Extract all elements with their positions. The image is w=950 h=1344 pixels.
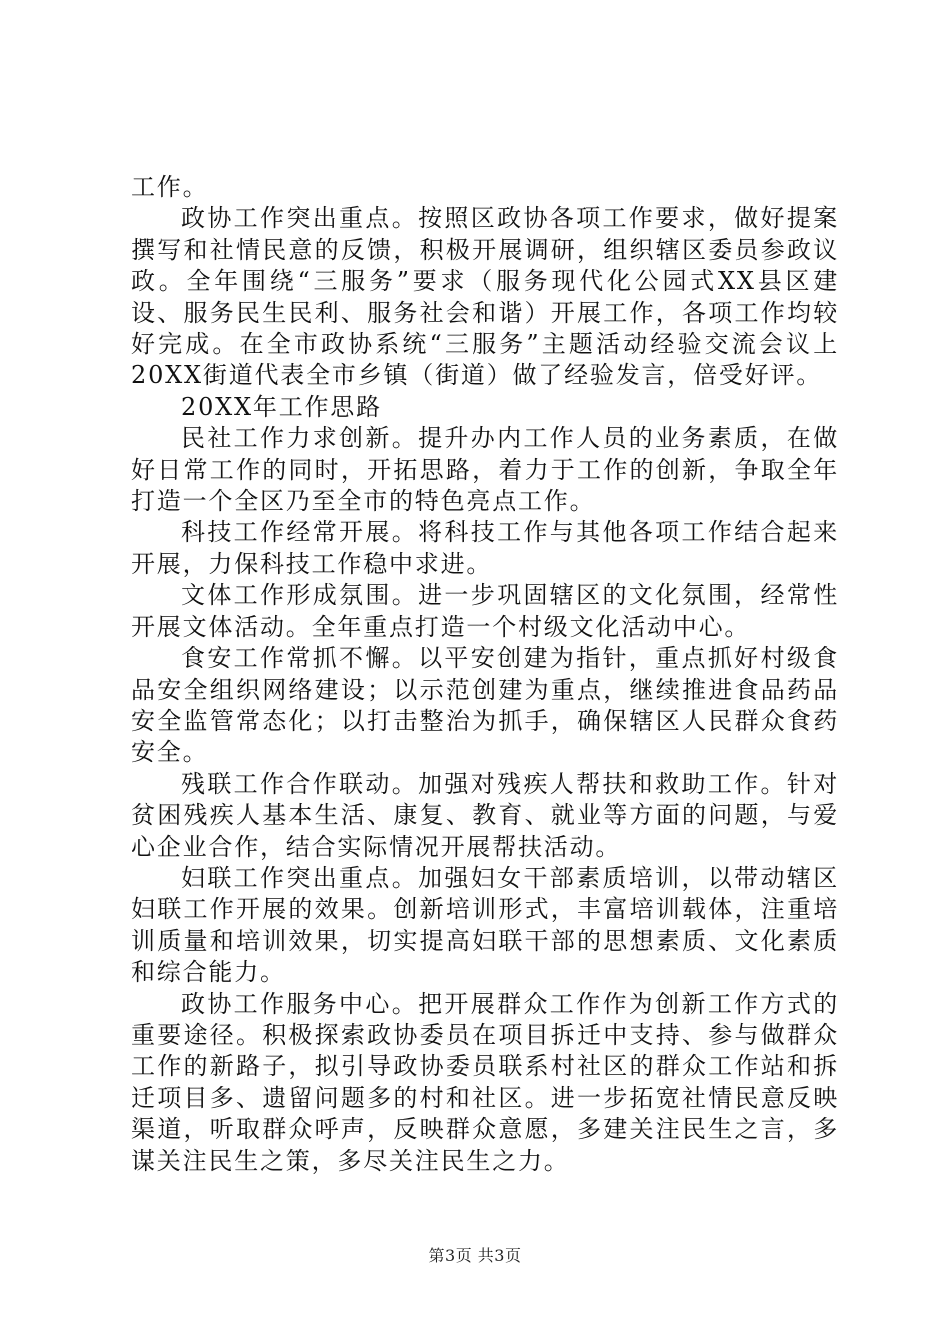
paragraph-disabled-federation: 残联工作合作联动。加强对残疾人帮扶和救助工作。针对贫困残疾人基本生活、康复、教育、就业等方面的问题，与爱心企业合作，结合实际情况开展帮扶活动。	[131, 769, 839, 861]
paragraph-science-tech: 科技工作经常开展。将科技工作与其他各项工作结合起来开展，力保科技工作稳中求进。	[131, 518, 839, 578]
paragraph-cppcc-focus: 政协工作突出重点。按照区政协各项工作要求，做好提案撰写和社情民意的反馈，积极开展调研，组织辖区委员参政议政。全年围绕“三服务”要求（服务现代化公园式XX县区建设、服务民生民利、服务社会和谐）开展工作，各项工作均较好完成。在全市政协系统“三服务”主题活动经验交流会议上20XX街道代表全市乡镇（街道）做了经验发言，倍受好评。	[131, 204, 839, 390]
paragraph-women-federation: 妇联工作突出重点。加强妇女干部素质培训，以带动辖区妇联工作开展的效果。创新培训形式，丰富培训载体，注重培训质量和培训效果，切实提高妇联干部的思想素质、文化素质和综合能力。	[131, 863, 839, 987]
document-body	[131, 172, 839, 1177]
paragraph-food-safety: 食安工作常抓不懈。以平安创建为指针，重点抓好村级食品安全组织网络建设；以示范创建为重点，继续推进食品药品安全监管常态化；以打击整治为抓手，确保辖区人民群众食药安全。	[131, 644, 839, 767]
paragraph-continuation: 工作。	[131, 173, 209, 201]
paragraph-cppcc-service: 政协工作服务中心。把开展群众工作作为创新工作方式的重要途径。积极探索政协委员在项目拆迁中支持、参与做群众工作的新路子，拟引导政协委员联系村社区的群众工作站和拆迁项目多、遗留问题多的村和社区。进一步拓宽社情民意反映渠道，听取群众呼声，反映群众意愿，多建关注民生之言，多谋关注民生之策，多尽关注民生之力。	[131, 989, 839, 1175]
page-footer: 第3页 共3页	[428, 1246, 522, 1265]
section-heading-work-plan: 20XX年工作思路	[181, 392, 382, 421]
paragraph-culture-sports: 文体工作形成氛围。进一步巩固辖区的文化氛围，经常性开展文体活动。全年重点打造一个村级文化活动中心。	[131, 581, 839, 641]
paragraph-civil-affairs: 民社工作力求创新。提升办内工作人员的业务素质，在做好日常工作的同时，开拓思路，着力于工作的创新，争取全年打造一个全区乃至全市的特色亮点工作。	[131, 424, 839, 516]
